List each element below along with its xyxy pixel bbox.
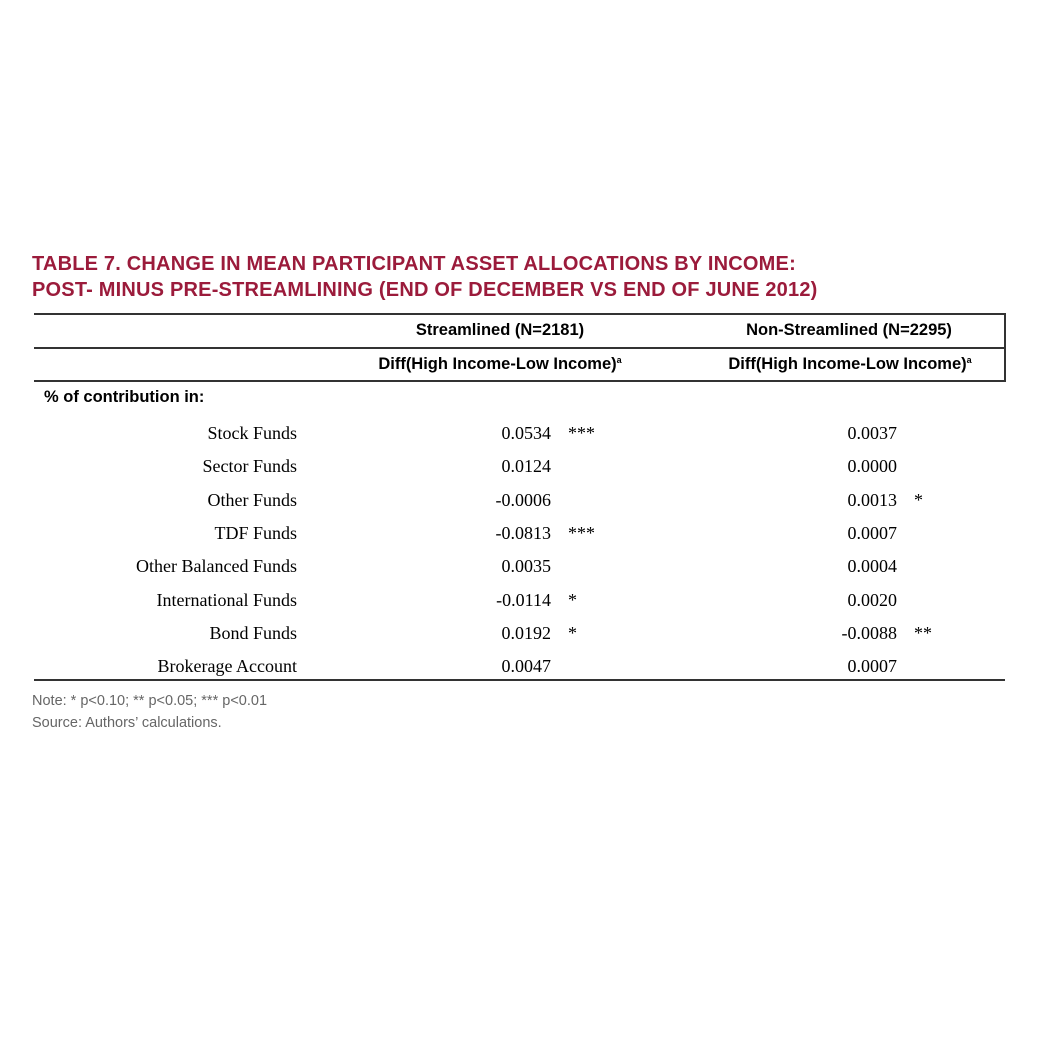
- streamlined-value: 0.0035: [501, 556, 551, 577]
- streamlined-value: 0.0124: [501, 456, 551, 477]
- note: Note: * p<0.10; ** p<0.05; *** p<0.01: [32, 693, 268, 709]
- row-label: TDF Funds: [214, 522, 297, 543]
- non-streamlined-value: 0.0007: [847, 522, 897, 543]
- streamlined-significance: *: [568, 589, 577, 610]
- streamlined-value: 0.0534: [501, 423, 551, 443]
- non-streamlined-significance: **: [914, 622, 932, 643]
- header-mid-rule: [34, 347, 1006, 349]
- non-streamlined-value: 0.0004: [847, 556, 897, 577]
- group-header-non-streamlined: Non-Streamlined (N=2295): [746, 321, 952, 339]
- table-row: [0, 522, 1040, 555]
- row-label: Brokerage Account: [157, 656, 297, 677]
- subheader-streamlined: [378, 355, 621, 374]
- non-streamlined-value: 0.0000: [847, 456, 897, 477]
- streamlined-value: -0.0813: [495, 522, 551, 543]
- row-label: International Funds: [156, 589, 297, 610]
- streamlined-value: -0.0114: [496, 589, 551, 610]
- non-streamlined-value: -0.0088: [841, 622, 897, 643]
- row-label: Sector Funds: [202, 456, 297, 477]
- table-title: [32, 251, 818, 303]
- non-streamlined-significance: *: [914, 489, 923, 510]
- non-streamlined-value: 0.0020: [847, 589, 897, 610]
- table-row: [0, 455, 1040, 488]
- header-bottom-rule: [34, 380, 1006, 382]
- non-streamlined-value: 0.0007: [847, 656, 897, 677]
- streamlined-value: 0.0047: [501, 656, 551, 677]
- streamlined-significance: ***: [568, 423, 595, 443]
- subheader-non-streamlined-text: Diff(High Income-Low Income): [728, 355, 967, 373]
- table-row: [0, 589, 1040, 622]
- table-row: [0, 622, 1040, 655]
- source: Source: Authors’ calculations.: [32, 715, 222, 731]
- header-right-rule: [1004, 313, 1006, 382]
- non-streamlined-value: 0.0013: [847, 489, 897, 510]
- table-title-line-1: TABLE 7. CHANGE IN MEAN PARTICIPANT ASSET ALLOCATIONS BY INCOME:: [32, 253, 796, 275]
- streamlined-value: 0.0192: [501, 622, 551, 643]
- table-bottom-rule: [34, 679, 1005, 681]
- subheader-non-streamlined: [728, 355, 971, 374]
- streamlined-significance: *: [568, 622, 577, 643]
- table-row: [0, 555, 1040, 588]
- streamlined-value: -0.0006: [495, 489, 551, 510]
- section-label: % of contribution in:: [44, 388, 205, 406]
- footnote-marker: a: [966, 355, 972, 365]
- table-row: [0, 489, 1040, 522]
- table-row: [0, 422, 1040, 455]
- table-title-line-2: POST- MINUS PRE-STREAMLINING (END OF DECEMBER VS END OF JUNE 2012): [32, 279, 818, 301]
- non-streamlined-value: 0.0037: [847, 423, 897, 443]
- footnote-marker: a: [616, 355, 622, 365]
- table-top-rule: [34, 313, 1006, 315]
- subheader-streamlined-text: Diff(High Income-Low Income): [378, 355, 617, 373]
- table-row: [0, 655, 1040, 688]
- group-header-streamlined: Streamlined (N=2181): [415, 321, 585, 339]
- row-label: Stock Funds: [207, 423, 297, 443]
- row-label: Other Balanced Funds: [136, 556, 297, 577]
- streamlined-significance: ***: [568, 522, 595, 543]
- row-label: Other Funds: [207, 489, 297, 510]
- row-label: Bond Funds: [209, 622, 297, 643]
